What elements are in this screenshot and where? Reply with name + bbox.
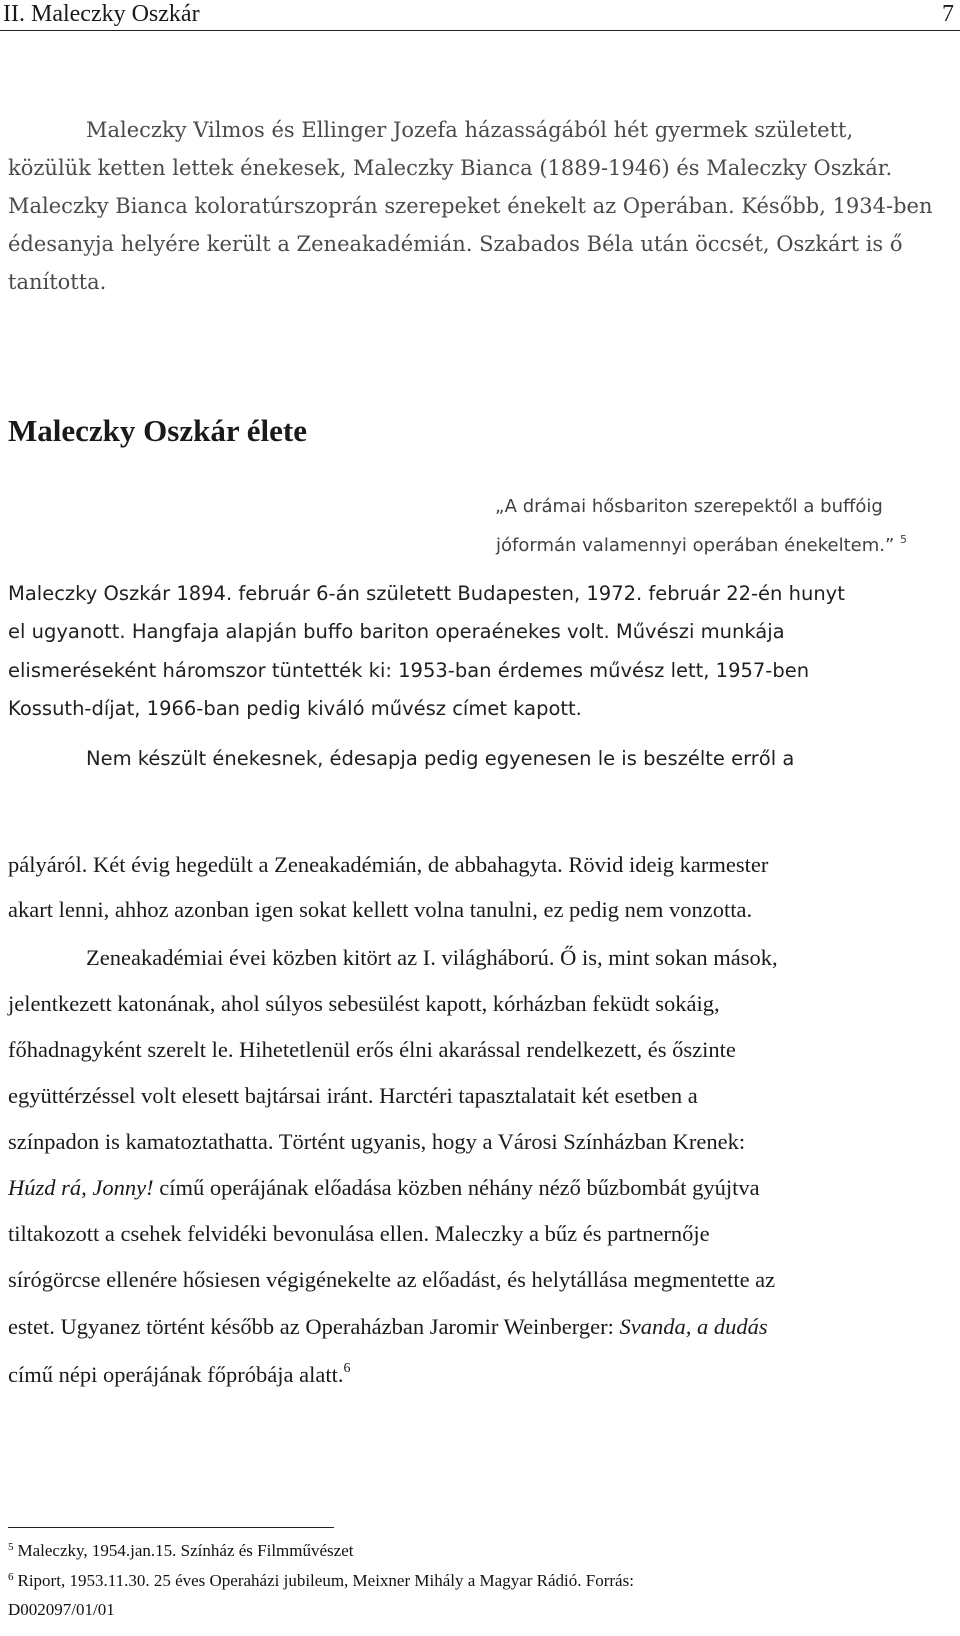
chapter-title: II. Maleczky Oszkár: [3, 1, 200, 27]
story-line: főhadnagyként szerelt le. Hihetetlenül erős élni akarással rendelkezett, és őszinte: [8, 1037, 736, 1062]
footnote-ref: 5: [900, 533, 908, 546]
story-line: színpadon is kamatoztathatta. Történt ugyanis, hogy a Városi Színházban Krenek:: [8, 1129, 746, 1154]
story-line: pályáról. Két évig hegedült a Zeneakadémián, de abbahagyta. Rövid ideig karmester: [8, 852, 769, 877]
story-line: tiltakozott a csehek felvidéki bevonulása ellen. Maleczky a bűz és partnernője: [8, 1221, 710, 1246]
intro-line: Maleczky Bianca koloratúrszoprán szerepeket énekelt az Operában. Később, 1934-ben: [8, 194, 933, 218]
intro-line: Maleczky Vilmos és Ellinger Jozefa házasságából hét gyermek született,: [86, 118, 854, 142]
intro-line: édesanyja helyére került a Zeneakadémián. Szabados Béla után öccsét, Oszkárt is ő: [8, 232, 903, 256]
quote-line: [496, 533, 907, 556]
bio-line: el ugyanott. Hangfaja alapján buffo bariton operaénekes volt. Művészi munkája: [8, 620, 785, 643]
story-line-text: című operájának előadása közben néhány néző bűzbombát gyújtva: [153, 1175, 760, 1200]
footnote-divider: [8, 1527, 334, 1528]
bio-line: Maleczky Oszkár 1894. február 6-án született Budapesten, 1972. február 22-én hunyt: [8, 582, 845, 605]
story-line-text: estet. Ugyanez történt később az Operaházban Jaromir Weinberger:: [8, 1314, 620, 1339]
footnote-ref: 6: [343, 1361, 351, 1376]
opera-title: Svanda, a dudás: [619, 1314, 768, 1339]
page-number: 7: [942, 1, 954, 27]
story-line: [8, 1361, 350, 1388]
quote-line: „A drámai hősbariton szerepektől a buffóig: [495, 496, 883, 517]
story-line: Zeneakadémiai évei közben kitört az I. világháború. Ő is, mint sokan mások,: [86, 945, 778, 970]
footnote-text: Riport, 1953.11.30. 25 éves Operaházi jubileum, Meixner Mihály a Magyar Rádió. Forrás:: [17, 1571, 634, 1590]
page-header: [0, 0, 960, 31]
footnote: [8, 1541, 353, 1561]
story-line-text: című népi operájának főpróbája alatt.: [8, 1362, 344, 1387]
story-line: [8, 1175, 760, 1201]
footnote: [8, 1571, 634, 1591]
bio-line: Nem készült énekesnek, édesapja pedig egyenesen le is beszélte erről a: [86, 747, 795, 770]
footnote-text: Maleczky, 1954.jan.15. Színház és Filmművészet: [17, 1541, 354, 1560]
bio-line: elismeréseként háromszor tüntették ki: 1953-ban érdemes művész lett, 1957-ben: [8, 659, 810, 682]
quote-line-text: jóformán valamennyi operában énekeltem.”: [496, 535, 895, 556]
opera-title: Húzd rá, Jonny!: [8, 1175, 154, 1200]
story-line: akart lenni, ahhoz azonban igen sokat kellett volna tanulni, ez pedig nem vonzotta.: [8, 897, 753, 922]
footnote-number: 5: [8, 1541, 14, 1553]
story-line: jelentkezett katonának, ahol súlyos sebesülést kapott, kórházban feküdt sokáig,: [8, 991, 720, 1016]
section-heading: Maleczky Oszkár élete: [8, 413, 307, 448]
story-line: sírógörcse ellenére hősiesen végigénekelte az előadást, és helytállása megmentette az: [8, 1267, 776, 1292]
footnote-text: D002097/01/01: [8, 1600, 115, 1619]
story-line: [8, 1314, 768, 1340]
story-line: együttérzéssel volt elesett bajtársai iránt. Harctéri tapasztalatait két esetben a: [8, 1083, 698, 1108]
footnote: [8, 1600, 115, 1620]
footnote-number: 6: [8, 1571, 14, 1583]
intro-line: tanította.: [8, 270, 107, 294]
intro-line: közülük ketten lettek énekesek, Maleczky Bianca (1889-1946) és Maleczky Oszkár.: [8, 156, 893, 180]
bio-line: Kossuth-díjat, 1966-ban pedig kiváló művész címet kapott.: [8, 697, 582, 720]
